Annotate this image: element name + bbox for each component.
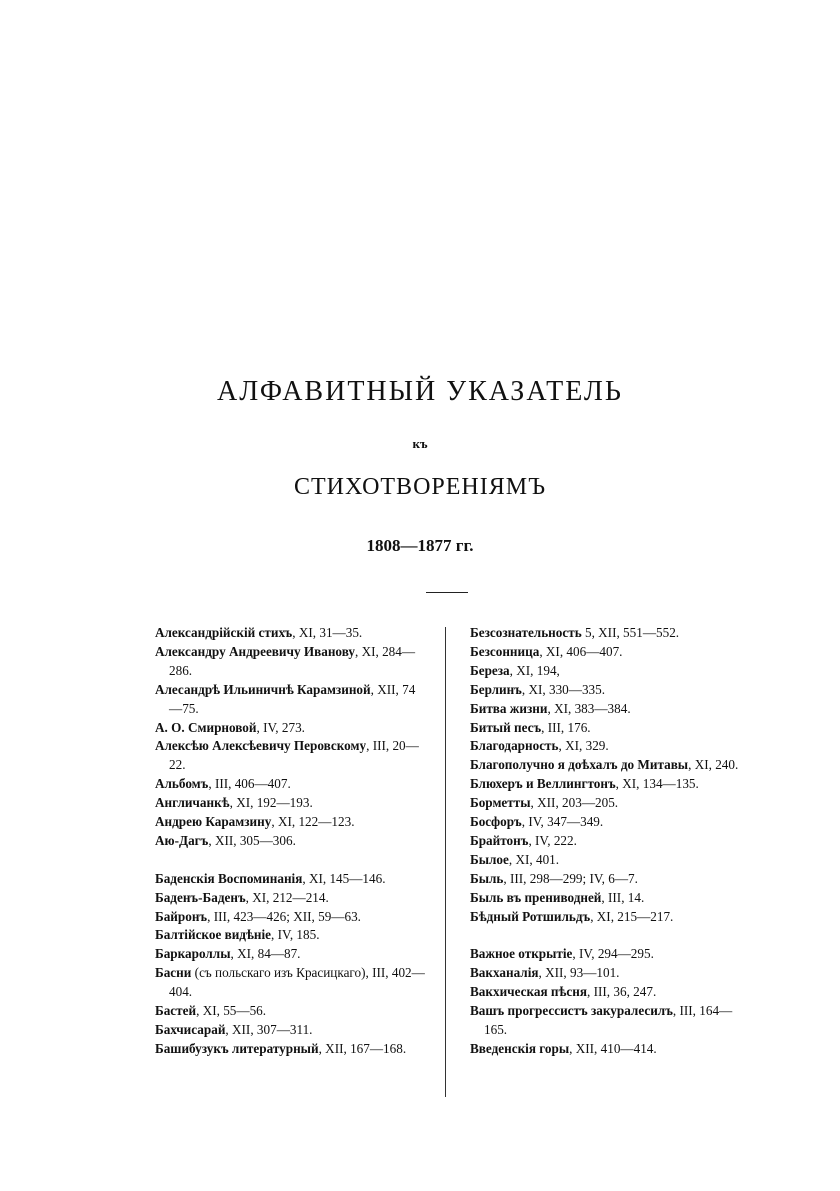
entry-headword: Бастей — [155, 1003, 197, 1019]
entry-reference: , III, 423—426; XII, 59—63. — [207, 908, 361, 924]
index-entry — [470, 624, 742, 643]
index-entry — [470, 681, 742, 700]
index-column-right — [470, 624, 742, 1059]
entry-reference: , XI, 84—87. — [230, 946, 301, 962]
entry-reference: , XI, 383—384. — [547, 700, 631, 716]
entry-reference: , XI, 240. — [688, 757, 739, 773]
entry-headword: Береза — [470, 662, 510, 678]
entry-reference: , III, 176. — [541, 719, 591, 735]
index-entry — [155, 681, 427, 719]
page-subtitle: СТИХОТВОРЕНІЯМЪ — [293, 474, 547, 500]
index-entry — [470, 737, 742, 756]
entry-headword: Александрійскій стихъ — [155, 625, 293, 640]
index-entry — [470, 870, 742, 889]
entry-headword: Брайтонъ — [470, 832, 529, 848]
index-entry — [155, 945, 427, 964]
entry-headword: Басни — [155, 965, 192, 981]
entry-reference: 5, XII, 551—552. — [581, 625, 680, 640]
entry-reference: , III, 36, 247. — [587, 984, 657, 1000]
index-entry — [155, 643, 427, 681]
entry-headword: Важное открытіе — [470, 946, 573, 962]
index-entry — [470, 908, 742, 927]
entry-headword: Берлинъ — [470, 681, 522, 697]
entry-reference: , XII, 410—414. — [569, 1040, 657, 1056]
year-range: 1808—1877 гг. — [366, 536, 474, 555]
entry-headword: Быль въ прениводней — [470, 889, 602, 905]
entry-reference: , XI, 406—407. — [539, 643, 623, 659]
entry-headword: Андрею Карамзину — [155, 814, 272, 830]
entry-headword: Безсонница — [470, 643, 540, 659]
entry-headword: Баденъ-Баденъ — [155, 889, 246, 905]
entry-headword: Алесандрѣ Ильиничнѣ Карамзиной — [155, 681, 371, 697]
index-entry — [470, 775, 742, 794]
entry-reference: , III, 20—22. — [169, 738, 419, 773]
entry-reference: , IV, 347—349. — [521, 814, 604, 830]
entry-headword: Аю-Дагъ — [155, 832, 209, 848]
column-divider — [445, 627, 446, 1097]
entry-headword: А. О. Смирновой — [155, 719, 257, 735]
index-entry — [155, 964, 427, 1002]
entry-reference: , XII, 167—168. — [318, 1040, 407, 1056]
entry-headword: Былое — [470, 851, 509, 867]
entry-reference: , XII, 93—101. — [538, 965, 620, 981]
entry-reference: , III, 164—165. — [484, 1003, 733, 1038]
entry-headword: Битый песъ — [470, 719, 542, 735]
index-entry — [155, 737, 427, 775]
index-entry — [470, 700, 742, 719]
entry-reference: , III, 298—299; IV, 6—7. — [503, 870, 638, 886]
entry-headword: Бахчисарай — [155, 1022, 226, 1038]
index-entry — [155, 1021, 427, 1040]
title-divider — [426, 592, 468, 593]
entry-reference: , IV, 222. — [528, 832, 577, 848]
entry-headword: Англичанкѣ — [155, 795, 230, 811]
index-entry — [470, 794, 742, 813]
index-entry — [470, 756, 742, 775]
index-entry — [470, 813, 742, 832]
page-title: АЛФАВИТНЫЙ УКАЗАТЕЛЬ — [217, 376, 623, 407]
index-entry — [470, 945, 742, 964]
entry-reference: , XII, 307—311. — [225, 1022, 313, 1038]
index-entry — [155, 1040, 427, 1059]
entry-headword: Вашъ прогрессистъ закуралесилъ — [470, 1003, 673, 1019]
index-entry — [470, 1040, 742, 1059]
entry-headword: Альбомъ — [155, 776, 209, 792]
entry-reference: , XI, 330—335. — [521, 681, 606, 697]
entry-reference: , XI, 134—135. — [615, 776, 699, 792]
entry-headword: Битва жизни — [470, 700, 548, 716]
entry-headword: Блюхеръ и Веллингтонъ — [470, 776, 616, 792]
entry-headword: Введенскія горы — [470, 1040, 570, 1056]
index-entry — [470, 964, 742, 983]
entry-reference: , IV, 273. — [256, 719, 305, 735]
entry-reference: , XI, 192—193. — [229, 795, 313, 811]
entry-headword: Башибузукъ литературный — [155, 1040, 319, 1056]
entry-reference: , XI, 194, — [509, 662, 560, 678]
index-entry — [470, 643, 742, 662]
entry-reference: , XI, 122—123. — [271, 814, 355, 830]
entry-headword: Благополучно я доѣхалъ до Митавы — [470, 757, 689, 773]
entry-reference: , XI, 31—35. — [292, 625, 363, 640]
index-entry — [155, 775, 427, 794]
entry-reference: , III, 14. — [601, 889, 645, 905]
entry-reference: (съ польскаго изъ Красицкаго), III, 402—404. — [169, 965, 425, 1000]
entry-reference: , III, 406—407. — [208, 776, 291, 792]
entry-headword: Бѣдный Ротшильдъ — [470, 908, 591, 924]
entry-reference: , XI, 55—56. — [196, 1003, 267, 1019]
entry-reference: , XI, 401. — [508, 851, 560, 867]
letter-group-gap — [155, 851, 427, 870]
entry-headword: Борметты — [470, 795, 531, 811]
entry-reference: , XI, 215—217. — [590, 908, 674, 924]
index-entry — [155, 624, 427, 643]
index-entry — [155, 794, 427, 813]
index-entry — [155, 870, 427, 889]
index-entry — [470, 662, 742, 681]
entry-headword: Быль — [470, 870, 504, 886]
entry-headword: Благодарность — [470, 738, 559, 754]
index-entry — [155, 832, 427, 851]
index-entry — [470, 983, 742, 1002]
entry-reference: , XII, 305—306. — [208, 832, 296, 848]
index-entry — [470, 1002, 742, 1040]
entry-reference: , IV, 185. — [271, 927, 320, 943]
entry-reference: , XI, 212—214. — [245, 889, 329, 905]
entry-headword: Баркароллы — [155, 946, 231, 962]
entry-headword: Алексѣю Алексѣевичу Перовскому — [155, 738, 367, 754]
entry-headword: Вакхическая пѣсня — [470, 984, 588, 1000]
entry-headword: Вакханалія — [470, 965, 539, 981]
entry-headword: Безсознательность — [470, 625, 582, 640]
entry-headword: Баденскія Воспоминанія — [155, 870, 303, 886]
title-conjunction: къ — [412, 436, 428, 451]
index-entry — [470, 719, 742, 738]
entry-reference: , XII, 74—75. — [169, 681, 416, 716]
index-entry — [470, 851, 742, 870]
index-entry — [155, 889, 427, 908]
entry-reference: , XI, 145—146. — [302, 870, 386, 886]
entry-headword: Балтійское видѣніе — [155, 927, 272, 943]
letter-group-gap — [470, 927, 742, 946]
index-entry — [155, 926, 427, 945]
index-entry — [155, 908, 427, 927]
index-entry — [470, 889, 742, 908]
index-entry — [155, 719, 427, 738]
entry-reference: , XI, 329. — [558, 738, 609, 754]
entry-headword: Байронъ — [155, 908, 208, 924]
index-column-left — [155, 624, 427, 1059]
index-entry — [155, 1002, 427, 1021]
index-entry — [470, 832, 742, 851]
entry-headword: Александру Андреевичу Иванову — [155, 643, 355, 659]
entry-reference: , IV, 294—295. — [572, 946, 654, 962]
entry-headword: Босфоръ — [470, 814, 522, 830]
index-entry — [155, 813, 427, 832]
entry-reference: , XI, 284—286. — [169, 643, 416, 678]
entry-reference: , XII, 203—205. — [530, 795, 619, 811]
